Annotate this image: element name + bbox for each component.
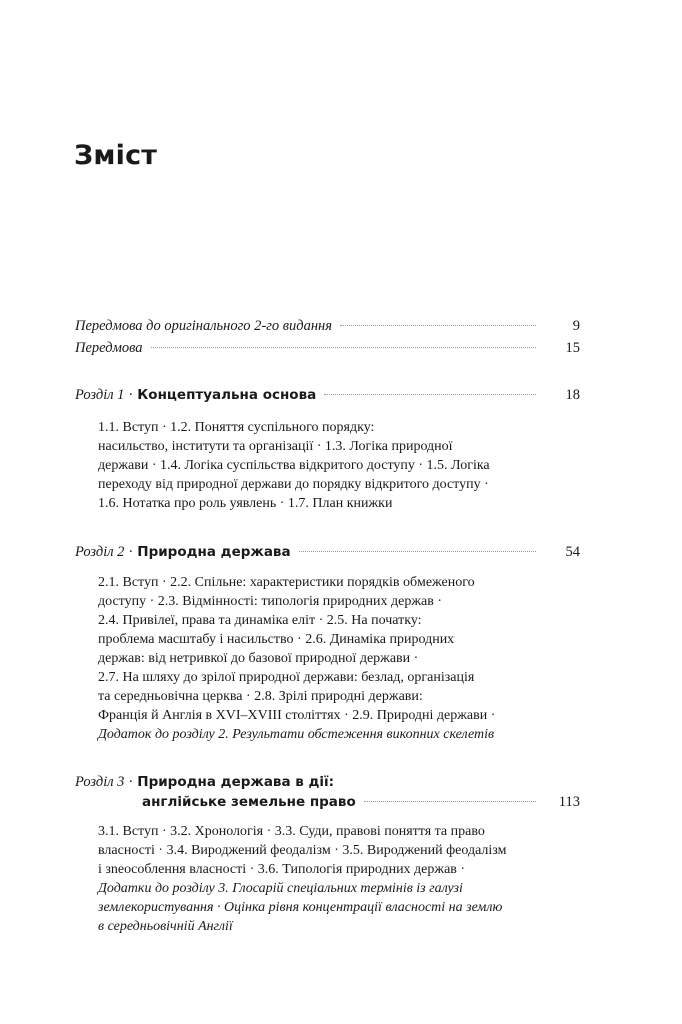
chapter-separator: · — [128, 544, 134, 560]
section-line: проблема масштабу і насильство · 2.6. Динаміка природних — [98, 632, 455, 647]
toc-entry-foreword[interactable] — [75, 339, 580, 357]
toc-chapter-3[interactable] — [75, 773, 580, 791]
section-line: переходу від природної держави до порядку відкритого доступу · — [98, 477, 489, 492]
toc-chapter-2[interactable] — [75, 543, 580, 561]
dot-leader — [324, 394, 536, 395]
section-line: 2.1. Вступ · 2.2. Спільне: характеристики порядків обмеженого — [98, 575, 475, 590]
section-line: доступу · 2.3. Відмінності: типологія природних держав · — [98, 594, 442, 609]
toc-entry-label: Передмова до оригінального 2-го видання — [75, 318, 332, 334]
section-line: 1.1. Вступ · 1.2. Поняття суспільного порядку: — [98, 420, 375, 435]
toc-page-number: 18 — [565, 387, 580, 403]
toc-page-number: 15 — [565, 340, 580, 356]
section-line: Франція й Англія в XVI–XVIII століттях · 2.9. Природні держави · — [98, 708, 496, 723]
dot-leader — [364, 801, 536, 802]
toc-entry-label: Передмова — [75, 340, 143, 356]
chapter-title: Концептуальна основа — [137, 387, 317, 403]
appendix-line: Додатки до розділу 3. Глосарій спеціальних термінів із галузі — [98, 881, 463, 896]
section-line: 3.1. Вступ · 3.2. Хронологія · 3.3. Суди, правові поняття та право — [98, 824, 485, 839]
section-line: власності · 3.4. Вироджений феодалізм · 3.5. Вироджений феодалізм — [98, 843, 507, 858]
chapter-separator: · — [128, 387, 134, 403]
section-line: 2.4. Привілеї, права та динаміка еліт · 2.5. На початку: — [98, 613, 422, 628]
dot-leader — [151, 347, 536, 348]
section-line: 1.6. Нотатка про роль уявлень · 1.7. План книжки — [98, 496, 393, 511]
section-line: і зneoсоблення власності · 3.6. Типологія природних держав · — [98, 862, 466, 877]
toc-page-number: 54 — [565, 544, 580, 560]
toc-chapter-1[interactable] — [75, 386, 580, 404]
appendix-line: в середньовічній Англії — [98, 919, 233, 934]
chapter-label: Розділ 2 — [75, 544, 125, 560]
dot-leader — [340, 325, 536, 326]
chapter-2-sections — [98, 573, 548, 744]
chapter-label: Розділ 3 — [75, 774, 125, 790]
section-line: насильство, інститути та організації · 1.3. Логіка природної — [98, 439, 453, 454]
section-line: держави · 1.4. Логіка суспільства відкритого доступу · 1.5. Логіка — [98, 458, 490, 473]
toc-entry-foreword-2nd-edition[interactable] — [75, 317, 580, 335]
chapter-title: Природна держава — [137, 544, 291, 560]
toc-page-number: 113 — [558, 794, 580, 810]
chapter-3-sections — [98, 822, 548, 936]
appendix-line: Додаток до розділу 2. Результати обстеження викопних скелетів — [98, 727, 495, 742]
dot-leader — [299, 551, 536, 552]
chapter-title: Природна держава в дії: — [137, 774, 335, 790]
chapter-1-sections — [98, 418, 548, 513]
chapter-separator: · — [128, 774, 134, 790]
section-line: та середньовічна церква · 2.8. Зрілі природні держави: — [98, 689, 423, 704]
appendix-line: землекористування · Оцінка рівня концентрації власності на землю — [98, 900, 503, 915]
toc-page-number: 9 — [572, 318, 580, 334]
section-line: 2.7. На шляху до зрілої природної держави: безлад, організація — [98, 670, 475, 685]
chapter-label: Розділ 1 — [75, 387, 125, 403]
page-title: Зміст — [74, 140, 158, 171]
section-line: держав: від нетривкої до базової природної держави · — [98, 651, 419, 666]
chapter-title-cont: англійське земельне право — [142, 794, 356, 810]
toc-chapter-3-cont[interactable] — [142, 793, 580, 811]
